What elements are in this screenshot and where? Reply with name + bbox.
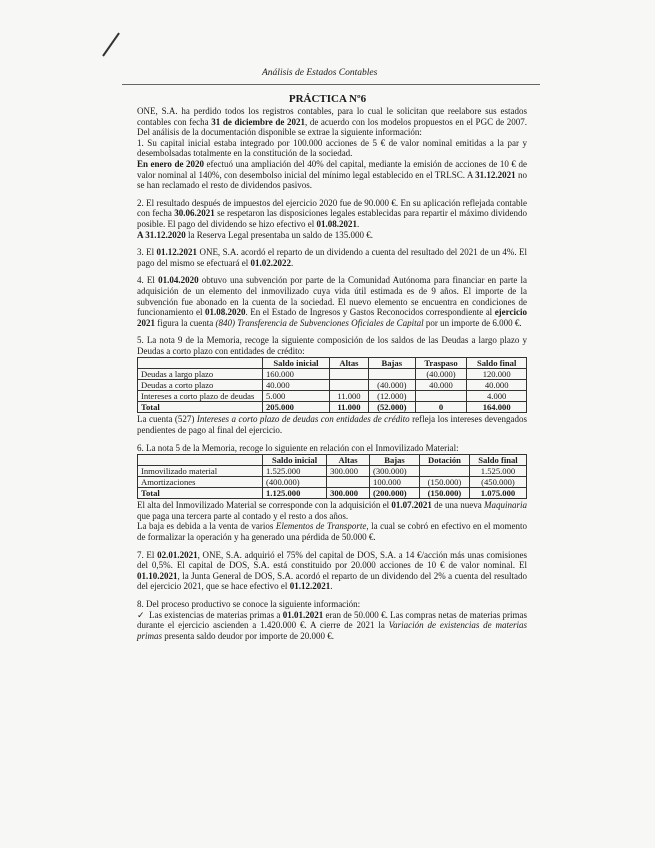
section-2: 2. El resultado después de impuestos del ejercicio 2020 fue de 90.000 €. En su aplicación reflejada contable con fecha 30.06.2021 se respetaron las disposiciones legales establecidas para repartir el máximo dividendo posible. El pago del dividendo se hizo efectivo el 01.08.2021. A 31.12.2020 la Reserva Legal presentaba un saldo de 135.000 €. bbox=[137, 197, 527, 240]
header-rule bbox=[122, 84, 540, 85]
table-total-row: Total 205.000 11.000 (52.000) 0 164.000 bbox=[138, 402, 527, 413]
table-row: Deudas a corto plazo 40.000 (40.000) 40.000 40.000 bbox=[138, 380, 527, 391]
section-1-line1: 1. Su capital inicial estaba integrado por 100.000 acciones de 5 € de valor nominal emitidas a la par y desembolsadas totalmente en la constitución de la sociedad. bbox=[137, 137, 527, 159]
table-row: Deudas a largo plazo 160.000 (40.000) 120.000 bbox=[138, 369, 527, 380]
section-6-note-1: El alta del Inmovilizado Material se corresponde con la adquisición el 01.07.2021 de una nueva Maquinaria que paga una tercera parte al contado y el resto a dos años. bbox=[137, 500, 527, 521]
page-title: PRÁCTICA Nº6 bbox=[288, 93, 367, 105]
section-1-line2: En enero de 2020 efectuó una ampliación del 40% del capital, mediante la emisión de acciones de 10 € de valor nominal al 140%, con desembolso inicial del mínimo legal establecido en el TRLSC. A 31.12.2021 no se han reclamado el resto de dividendos pasivos. bbox=[137, 158, 527, 191]
section-7: 7. El 02.01.2021, ONE, S.A. adquirió el 75% del capital de DOS, S.A. a 14 €/acción más unas comisiones del 0,5%. El capital de DOS, S.A. está constituido por 20.000 acciones de 10 € de valor nominal. El 01.10.2021, la Junta General de DOS, S.A. acordó el reparto de un dividendo del 2% a cuenta del resultado del ejercicio 2021, que se hace efectivo el 01.12.2021. bbox=[137, 549, 527, 592]
fixed-assets-table bbox=[137, 454, 527, 499]
section-4: 4. El 01.04.2020 obtuvo una subvención por parte de la Comunidad Autónoma para financiar en parte la adquisición de un elemento del inmovilizado cuya vida útil estimada es de 9 años. El importe de la subvención fue abonado en la cuenta de la sociedad. El nuevo elemento se encuentra en condiciones de funcionamiento el 01.08.2020. En el Estado de Ingresos y Gastos Reconocidos correspondiente al ejercicio 2021 figura la cuenta (840) Transferencia de Subvenciones Oficiales de Capital por un importe de 6.000 €. bbox=[137, 275, 527, 328]
table-row: Inmovilizado material 1.525.000 300.000 (300.000) 1.525.000 bbox=[138, 466, 527, 477]
section-3: 3. El 01.12.2021 ONE, S.A. acordó el reparto de un dividendo a cuenta del resultado del 2021 de un 4%. El pago del mismo se efectuará el 01.02.2022. bbox=[137, 247, 528, 268]
section-8-item: ✓ Las existencias de materias primas a 01.01.2021 eran de 50.000 €. Las compras netas de materias primas durante el ejercicio ascienden a 1.420.000 €. A cierre de 2021 la Variación de existencias de materias primas presenta saldo deudor por importe de 20.000 €. bbox=[137, 609, 527, 641]
table-total-row: Total 1.125.000 300.000 (200.000) (150.000) 1.075.000 bbox=[138, 488, 527, 499]
table-row: Intereses a corto plazo de deudas 5.000 11.000 (12.000) 4.000 bbox=[138, 391, 527, 402]
intro-paragraph: ONE, S.A. ha perdido todos los registros contables, para lo cual le solicitan que reelabore sus estados contables con fecha 31 de diciembre de 2021, de acuerdo con los modelos propuestos en el PGC de 2007. Del análisis de la documentación disponible se extrae la siguiente información: bbox=[137, 106, 528, 138]
section-5-note: La cuenta (527) Intereses a corto plazo de deudas con entidades de crédito refleja los intereses devengados pendientes de pago al final del ejercicio. bbox=[137, 414, 527, 436]
section-5-intro: 5. La nota 9 de la Memoria, recoge la siguiente composición de los saldos de las Deudas a largo plazo y Deudas a corto plazo con entidades de crédito: bbox=[137, 335, 527, 356]
document-body bbox=[137, 106, 527, 641]
table-header-row: Saldo inicial Altas Bajas Traspaso Saldo final bbox=[138, 358, 527, 369]
section-6-note-2: La baja es debida a la venta de varios Elementos de Transporte, la cual se cobró en efectivo en el momento de formalizar la operación y ha generado una pérdida de 50.000 €. bbox=[137, 521, 528, 543]
debts-table bbox=[137, 357, 527, 413]
checkmark-icon: ✓ bbox=[137, 609, 145, 620]
table-header-row: Saldo inicial Altas Bajas Dotación Saldo final bbox=[138, 455, 527, 466]
table-row: Amortizaciones (400.000) 100.000 (150.000) (450.000) bbox=[138, 477, 527, 488]
section-6-intro: 6. La nota 5 de la Memoria, recoge lo siguiente en relación con el Inmovilizado Material: bbox=[137, 442, 459, 453]
pen-stroke-mark bbox=[102, 32, 120, 56]
section-8-intro: 8. Del proceso productivo se conoce la siguiente información: bbox=[137, 599, 361, 609]
running-header: Análisis de Estados Contables bbox=[262, 68, 378, 78]
